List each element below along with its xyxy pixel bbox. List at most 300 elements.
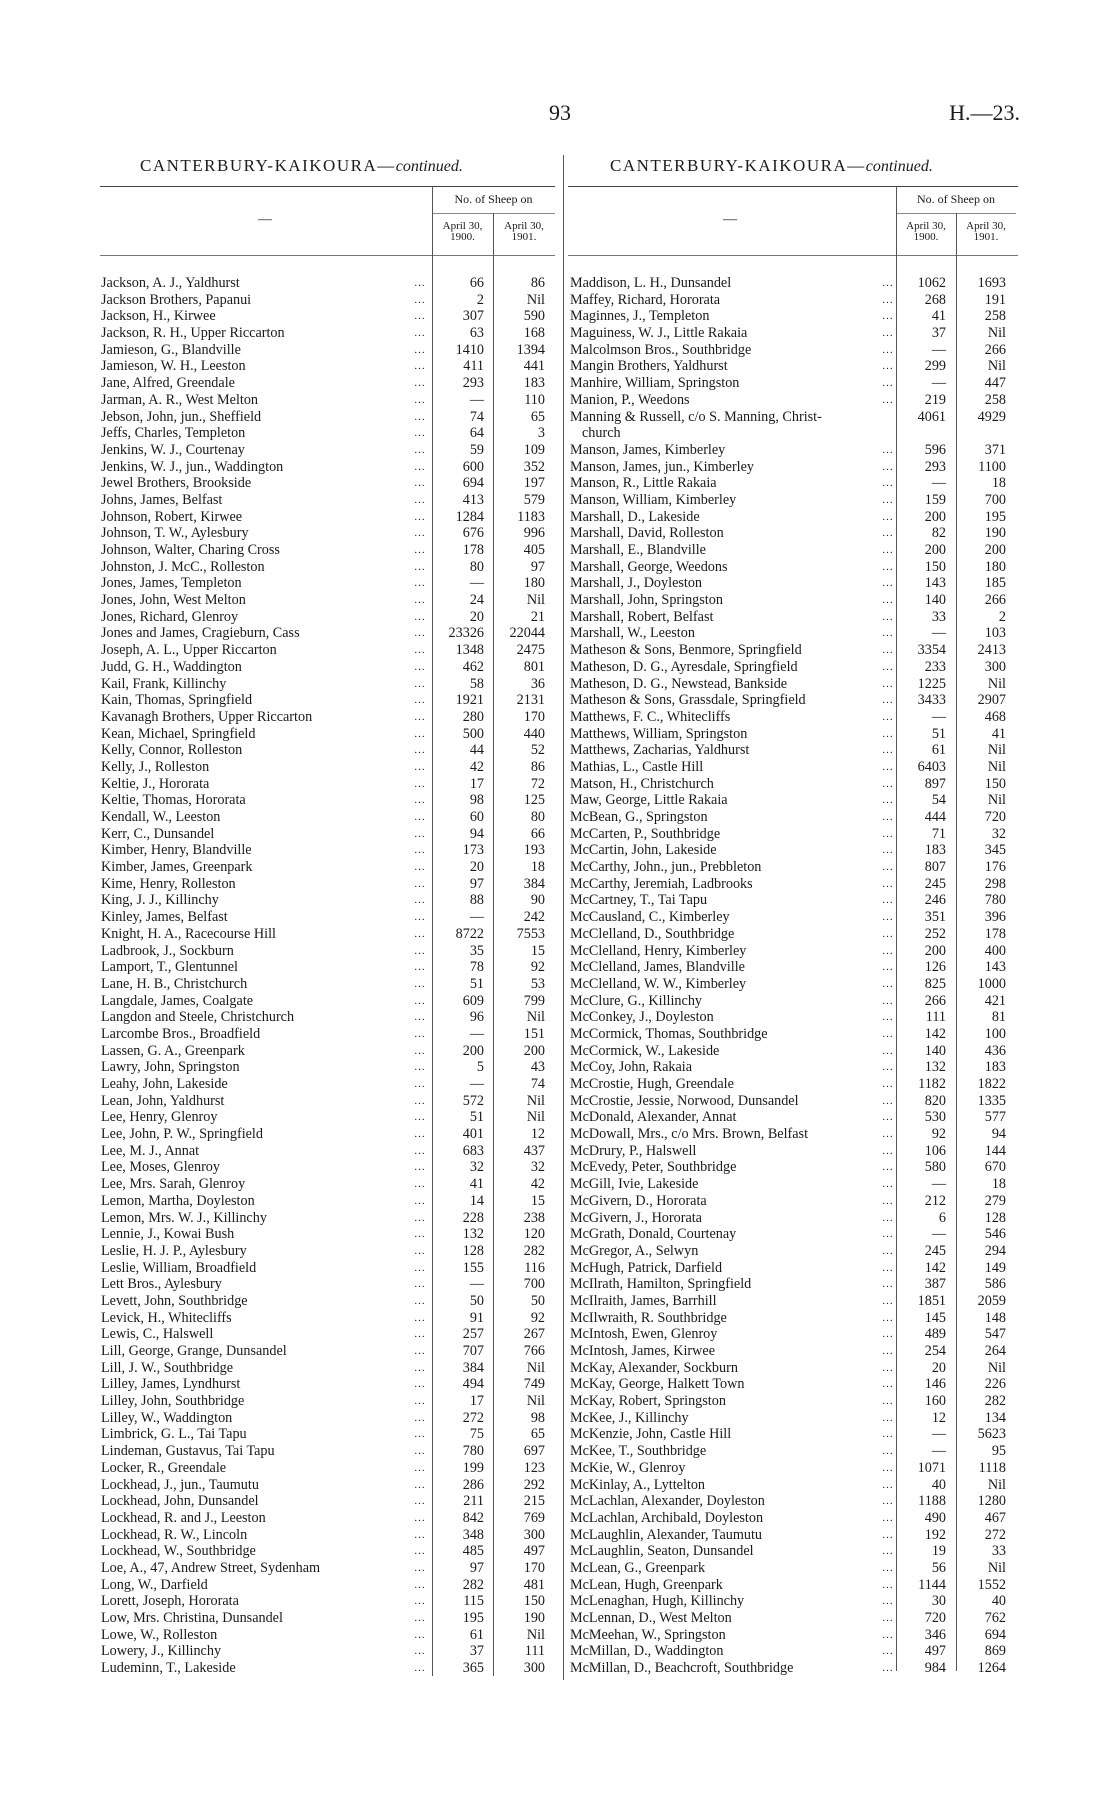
leader-dots: ... — [882, 794, 894, 807]
owner-name-text: Lill, George, Grange, Dunsandel — [101, 1343, 287, 1359]
table-row — [101, 609, 555, 626]
owner-name-text: Lemon, Martha, Doyleston — [101, 1192, 255, 1209]
sheep-1901: 92 — [530, 959, 545, 976]
sheep-1900: 140 — [924, 592, 946, 609]
sheep-1901: 700 — [523, 1276, 545, 1293]
sheep-1901: Nil — [526, 291, 545, 308]
sheep-1900: 462 — [462, 658, 484, 675]
leader-dots — [880, 409, 896, 442]
leader-dots: ... — [882, 944, 894, 957]
owner-name — [570, 876, 880, 893]
table-row — [570, 475, 1016, 492]
sheep-1900: 115 — [463, 1593, 484, 1610]
owner-name — [570, 542, 880, 559]
table-row — [570, 1560, 1016, 1577]
leader-dots: ... — [882, 927, 894, 940]
owner-name — [101, 375, 407, 392]
table-row — [101, 1660, 555, 1677]
owner-name-text: Johns, James, Belfast — [101, 491, 223, 508]
table-row — [101, 1210, 555, 1227]
sheep-1901: 43 — [530, 1059, 545, 1076]
sheep-1901: 144 — [984, 1142, 1006, 1159]
leader-dots: ... — [414, 777, 426, 790]
leader-dots: ... — [882, 1361, 894, 1374]
sheep-1901: 195 — [984, 508, 1006, 525]
sheep-1900: 212 — [924, 1192, 946, 1209]
owner-name-text: McConkey, J., Doyleston — [570, 1009, 714, 1026]
sheep-1900: 23326 — [448, 625, 484, 642]
owner-name-text: Jackson Brothers, Papanui — [101, 291, 252, 308]
table-row — [570, 292, 1016, 309]
sheep-1900: 1188 — [918, 1493, 946, 1510]
leader-dots: ... — [882, 1111, 894, 1124]
leader-dots: ... — [414, 477, 426, 490]
owner-name-text: Maw, George, Little Rakaia — [570, 792, 728, 809]
owner-name — [101, 1326, 407, 1343]
sheep-1900: 280 — [462, 708, 484, 725]
sheep-1900: 159 — [924, 491, 946, 508]
sheep-1901: 2475 — [516, 642, 545, 659]
owner-name — [570, 709, 880, 726]
sheep-1900: 146 — [924, 1376, 946, 1393]
leader-dots: ... — [414, 544, 426, 556]
owner-name — [570, 1193, 880, 1210]
leader-dots: ... — [414, 510, 426, 523]
owner-name — [101, 876, 407, 893]
table-row — [570, 1226, 1016, 1243]
sheep-1901: 468 — [984, 708, 1006, 725]
leader-dots: ... — [882, 1311, 894, 1324]
table-row — [101, 1093, 555, 1110]
leader-dots: ... — [414, 1094, 426, 1107]
sheep-1900: 173 — [462, 842, 484, 859]
owner-name — [570, 943, 880, 960]
table-row — [570, 1477, 1016, 1494]
sheep-1900: 17 — [469, 775, 484, 792]
leader-dots: ... — [882, 660, 894, 673]
owner-name-text: McKee, J., Killinchy — [570, 1409, 689, 1426]
sheep-1900: 807 — [924, 859, 946, 876]
sheep-1900: 245 — [924, 875, 946, 892]
owner-name — [570, 776, 880, 793]
owner-name-text: Lockhead, W., Southbridge — [101, 1543, 256, 1560]
owner-name-text: Mathias, L., Castle Hill — [570, 758, 704, 775]
owner-name — [570, 392, 880, 409]
table-row — [101, 1109, 555, 1126]
sheep-1901: 92 — [530, 1309, 545, 1326]
owner-name-text: Matson, H., Christchurch — [570, 775, 714, 792]
owner-name-text: Lee, Henry, Glenroy — [101, 1109, 218, 1126]
owner-name — [101, 1076, 407, 1093]
table-row — [570, 1577, 1016, 1594]
owner-name — [570, 1243, 880, 1260]
sheep-1900: 413 — [462, 491, 484, 508]
leader-dots: ... — [882, 1278, 894, 1291]
owner-name-text: McIntosh, Ewen, Glenroy — [570, 1326, 718, 1343]
owner-name-text: McBean, G., Springston — [570, 809, 708, 826]
owner-name-text: Lorett, Joseph, Hororata — [101, 1593, 239, 1610]
owner-name — [570, 559, 880, 576]
sheep-1900: 132 — [924, 1059, 946, 1076]
owner-name — [101, 1043, 407, 1060]
sheep-1901: 33 — [991, 1543, 1006, 1560]
sheep-1900: 14 — [469, 1192, 484, 1209]
table-row — [570, 1043, 1016, 1060]
sheep-1900: 5 — [476, 1059, 484, 1076]
table-row — [570, 1026, 1016, 1043]
table-row — [570, 909, 1016, 926]
sheep-1900: — — [469, 1025, 484, 1042]
owner-name — [101, 826, 407, 843]
owner-name — [101, 776, 407, 793]
sheep-1900: 61 — [931, 742, 946, 759]
left-col1-line2: 1900. — [450, 231, 475, 243]
owner-name-text: Maguiness, W. J., Little Rakaia — [570, 325, 748, 342]
sheep-1901: 300 — [984, 658, 1006, 675]
sheep-1900: — — [469, 1076, 484, 1092]
owner-name — [570, 525, 880, 542]
owner-name — [101, 1560, 407, 1577]
sheep-1901: 100 — [984, 1025, 1006, 1042]
table-row — [101, 1477, 555, 1494]
sheep-1901: 1394 — [516, 341, 545, 358]
owner-name-text: McIntosh, James, Kirwee — [570, 1343, 715, 1360]
leader-dots: ... — [414, 1178, 426, 1191]
table-row — [101, 1510, 555, 1527]
owner-name-text: Judd, G. H., Waddington — [101, 658, 242, 675]
owner-name — [101, 1093, 407, 1110]
owner-name-text: McCrostie, Jessie, Norwood, Dunsandel — [570, 1092, 799, 1109]
sheep-1900: 44 — [469, 742, 484, 759]
owner-name-text: Matthews, William, Springston — [570, 725, 748, 742]
sheep-1901: 72 — [530, 775, 545, 792]
sheep-1901: 1552 — [977, 1576, 1006, 1593]
sheep-1901: 42 — [530, 1176, 545, 1193]
sheep-1901: 21 — [530, 608, 545, 625]
owner-name-text: McCoy, John, Rakaia — [570, 1059, 693, 1076]
owner-name — [101, 1393, 407, 1410]
sheep-1901: 780 — [984, 892, 1006, 909]
owner-name-text: McDowall, Mrs., c/o Mrs. Brown, Belfast — [570, 1126, 809, 1143]
owner-name-text: McKay, Alexander, Sockburn — [570, 1359, 738, 1376]
sheep-1900: 61 — [469, 1626, 484, 1643]
table-row — [570, 1393, 1016, 1410]
owner-name-text: Low, Mrs. Christina, Dunsandel — [101, 1610, 283, 1626]
leader-dots: ... — [882, 1345, 894, 1358]
table-row — [570, 1326, 1016, 1343]
table-row — [101, 943, 555, 960]
leader-dots: ... — [414, 594, 426, 607]
owner-name-text: McMillan, D., Beachcroft, Southbridge — [570, 1660, 794, 1677]
sheep-1900: 676 — [462, 525, 484, 542]
owner-name-text: Langdon and Steele, Christchurch — [101, 1009, 295, 1026]
owner-name-text: McCarten, P., Southbridge — [570, 825, 721, 842]
sheep-1901: 151 — [523, 1025, 545, 1042]
leader-dots: ... — [882, 1561, 894, 1574]
owner-name — [101, 559, 407, 576]
leader-dots: ... — [414, 911, 426, 924]
owner-name-text: Lane, H. B., Christchurch — [101, 975, 248, 992]
leader-dots: ... — [414, 1461, 426, 1474]
table-row — [101, 1393, 555, 1410]
sheep-1900: 401 — [462, 1126, 484, 1143]
sheep-1900: 1071 — [917, 1459, 946, 1476]
sheep-1901: 436 — [984, 1042, 1006, 1059]
owner-name — [570, 1109, 880, 1126]
sheep-1900: 155 — [462, 1259, 484, 1276]
owner-name-text: McLenaghan, Hugh, Killinchy — [570, 1593, 745, 1610]
leader-dots: ... — [882, 1244, 894, 1257]
left-col1-line1: April 30, — [442, 220, 483, 232]
table-row — [570, 609, 1016, 626]
owner-name-text: Lilley, W., Waddington — [101, 1409, 233, 1426]
owner-name — [101, 292, 407, 309]
owner-name-text: Jenkins, W. J., jun., Waddington — [101, 458, 284, 475]
leader-dots: ... — [882, 1511, 894, 1524]
owner-name-text: McCormick, Thomas, Southbridge — [570, 1025, 768, 1042]
sheep-1900: 20 — [469, 608, 484, 625]
leader-dots: ... — [882, 877, 894, 890]
sheep-1900: 82 — [931, 525, 946, 542]
sheep-1900: — — [931, 1176, 946, 1193]
owner-name-text: Jenkins, W. J., Courtenay — [101, 441, 245, 458]
sheep-1901: 32 — [530, 1159, 545, 1176]
sheep-1901: 170 — [523, 708, 545, 725]
leader-dots: ... — [414, 1311, 426, 1324]
sheep-1901: 180 — [523, 575, 545, 592]
owner-name — [570, 342, 880, 359]
sheep-1901: 18 — [530, 859, 545, 876]
owner-name — [570, 1493, 880, 1510]
owner-name — [570, 509, 880, 526]
owner-name — [101, 709, 407, 726]
right-title-suffix: continued. — [865, 158, 933, 175]
owner-name-text: Matheson, D. G., Ayresdale, Springfield — [570, 658, 798, 675]
sheep-1900: 489 — [924, 1326, 946, 1343]
leader-dots: ... — [882, 1645, 894, 1658]
owner-name — [570, 1560, 880, 1577]
owner-name-text: McLachlan, Archibald, Doyleston — [570, 1509, 764, 1526]
sheep-1901: 116 — [524, 1259, 545, 1276]
owner-name — [570, 1643, 880, 1660]
table-row — [570, 1059, 1016, 1076]
sheep-1901: 279 — [984, 1192, 1006, 1209]
sheep-1900: 246 — [924, 892, 946, 909]
right-table-body — [570, 275, 1016, 1677]
sheep-1901: 2131 — [516, 692, 545, 709]
table-row — [101, 1076, 555, 1093]
leader-dots: ... — [414, 1078, 426, 1090]
leader-dots: ... — [882, 577, 894, 590]
leader-dots: ... — [414, 1378, 426, 1391]
owner-name-text: McGivern, D., Hororata — [570, 1192, 707, 1209]
leader-dots: ... — [882, 1228, 894, 1241]
table-row — [570, 325, 1016, 342]
sheep-1901: 168 — [523, 325, 545, 342]
sheep-1900: 6 — [938, 1209, 946, 1226]
table-row — [101, 1643, 555, 1660]
owner-name-text: Lemon, Mrs. W. J., Killinchy — [101, 1209, 267, 1226]
owner-name-text: McCormick, W., Lakeside — [570, 1042, 720, 1059]
owner-name-text: Larcombe Bros., Broadfield — [101, 1025, 261, 1042]
owner-name-text: Langdale, James, Coalgate — [101, 992, 254, 1009]
owner-name-text: King, J. J., Killinchy — [101, 892, 219, 909]
leader-dots: ... — [882, 1478, 894, 1491]
table-row — [101, 692, 555, 709]
leader-dots: ... — [882, 1378, 894, 1391]
owner-name-text: Matthews, Zacharias, Yaldhurst — [570, 742, 750, 759]
owner-name-text: Leslie, H. J. P., Aylesbury — [101, 1242, 247, 1259]
document-reference: H.—23. — [949, 100, 1020, 125]
sheep-1901: 441 — [523, 358, 545, 375]
sheep-1900: 580 — [924, 1159, 946, 1176]
owner-name — [101, 358, 407, 375]
owner-name-text: Lockhead, R. W., Lincoln — [101, 1526, 248, 1543]
leader-dots: ... — [882, 1628, 894, 1641]
leader-dots: ... — [414, 343, 426, 356]
sheep-1900: 150 — [924, 558, 946, 575]
table-row — [570, 726, 1016, 743]
right-group-header: No. of Sheep on — [917, 192, 995, 206]
table-row — [570, 976, 1016, 993]
sheep-1900: 268 — [924, 291, 946, 308]
owner-name — [570, 442, 880, 459]
sheep-1900: 1284 — [455, 508, 484, 525]
leader-dots: ... — [882, 460, 894, 473]
owner-name-text: Matthews, F. C., Whitecliffs — [570, 708, 731, 725]
table-row — [101, 1360, 555, 1377]
table-row — [570, 1143, 1016, 1160]
left-col2-line2: 1901. — [511, 231, 537, 243]
owner-name — [570, 659, 880, 676]
owner-name — [570, 1460, 880, 1477]
owner-name — [101, 1460, 407, 1477]
table-row — [570, 792, 1016, 809]
table-row — [570, 1643, 1016, 1660]
table-row — [101, 1426, 555, 1443]
owner-name — [570, 1376, 880, 1393]
owner-name — [570, 1260, 880, 1277]
table-row — [101, 659, 555, 676]
sheep-1900: 142 — [924, 1025, 946, 1042]
owner-name-text: Joseph, A. L., Upper Riccarton — [101, 642, 277, 659]
owner-name — [570, 1410, 880, 1427]
table-row — [101, 425, 555, 442]
owner-name — [101, 1026, 407, 1043]
table-row — [101, 892, 555, 909]
sheep-1901: 266 — [984, 341, 1006, 358]
sheep-1901: 405 — [523, 542, 545, 558]
owner-name — [570, 325, 880, 342]
leader-dots: ... — [882, 1328, 894, 1341]
owner-name — [570, 1293, 880, 1310]
owner-name-text: Kerr, C., Dunsandel — [101, 825, 215, 842]
leader-dots: ... — [414, 393, 426, 406]
table-row — [101, 409, 555, 426]
leader-dots: ... — [882, 1545, 894, 1558]
sheep-1900: 500 — [462, 725, 484, 742]
sheep-1901: 352 — [523, 458, 545, 475]
sheep-1900: 106 — [924, 1142, 946, 1159]
leader-dots: ... — [414, 1061, 426, 1074]
owner-name — [101, 1660, 407, 1677]
table-row — [101, 1159, 555, 1176]
sheep-1900: 88 — [469, 892, 484, 909]
leader-dots: ... — [882, 293, 894, 306]
table-row — [570, 776, 1016, 793]
table-row — [570, 1610, 1016, 1627]
owner-name — [101, 525, 407, 542]
leader-dots: ... — [414, 527, 426, 540]
table-row — [101, 1193, 555, 1210]
sheep-1901: 120 — [523, 1226, 545, 1243]
table-row — [101, 1577, 555, 1594]
leader-dots: ... — [414, 1361, 426, 1374]
right-col2-line1: April 30, — [966, 220, 1006, 232]
sheep-1900: 51 — [469, 1109, 484, 1126]
owner-name-text: McLaughlin, Seaton, Dunsandel — [570, 1543, 754, 1560]
leader-dots: ... — [882, 1094, 894, 1107]
leader-dots: ... — [414, 1545, 426, 1558]
owner-name-text: Johnston, J. McC., Rolleston — [101, 558, 265, 575]
sheep-1900: 1062 — [917, 275, 946, 291]
owner-name-text: Levick, H., Whitecliffs — [101, 1309, 232, 1326]
owner-name — [101, 575, 407, 592]
table-row — [570, 1126, 1016, 1143]
table-row — [570, 959, 1016, 976]
leader-dots: ... — [882, 627, 894, 640]
owner-name — [101, 842, 407, 859]
owner-name-text: Kime, Henry, Rolleston — [101, 875, 236, 892]
sheep-1900: 94 — [469, 825, 484, 842]
owner-name — [570, 292, 880, 309]
sheep-1900: 984 — [924, 1660, 946, 1677]
sheep-1901: 50 — [530, 1292, 545, 1309]
sheep-1900: 98 — [469, 792, 484, 809]
sheep-1900: 63 — [469, 325, 484, 342]
sheep-1901: 396 — [984, 909, 1006, 926]
owner-name-text: Maddison, L. H., Dunsandel — [570, 275, 732, 291]
leader-dots: ... — [414, 1044, 426, 1057]
table-row — [101, 1243, 555, 1260]
table-row — [570, 542, 1016, 559]
leader-dots: ... — [414, 293, 426, 306]
table-row — [101, 959, 555, 976]
leader-dots: ... — [882, 1078, 894, 1091]
sheep-1901: 266 — [984, 592, 1006, 609]
sheep-1900: 97 — [469, 875, 484, 892]
owner-name — [570, 1026, 880, 1043]
table-row — [570, 1076, 1016, 1093]
leader-dots: ... — [414, 427, 426, 440]
leader-dots: ... — [882, 760, 894, 773]
owner-name — [101, 1527, 407, 1544]
sheep-1901: 769 — [523, 1509, 545, 1526]
owner-name-text: McLean, Hugh, Greenpark — [570, 1576, 723, 1593]
left-top-rule — [100, 186, 555, 187]
leader-dots: ... — [882, 994, 894, 1007]
owner-name-text: McClelland, Henry, Kimberley — [570, 942, 747, 959]
sheep-1900: 254 — [924, 1343, 946, 1360]
sheep-1900: 37 — [469, 1643, 484, 1660]
leader-dots: ... — [414, 327, 426, 340]
owner-name — [570, 1577, 880, 1594]
table-row — [101, 1410, 555, 1427]
sheep-1900: 490 — [924, 1509, 946, 1526]
sheep-1901: 18 — [991, 475, 1006, 492]
leader-dots: ... — [882, 911, 894, 924]
sheep-1900: 56 — [931, 1559, 946, 1576]
